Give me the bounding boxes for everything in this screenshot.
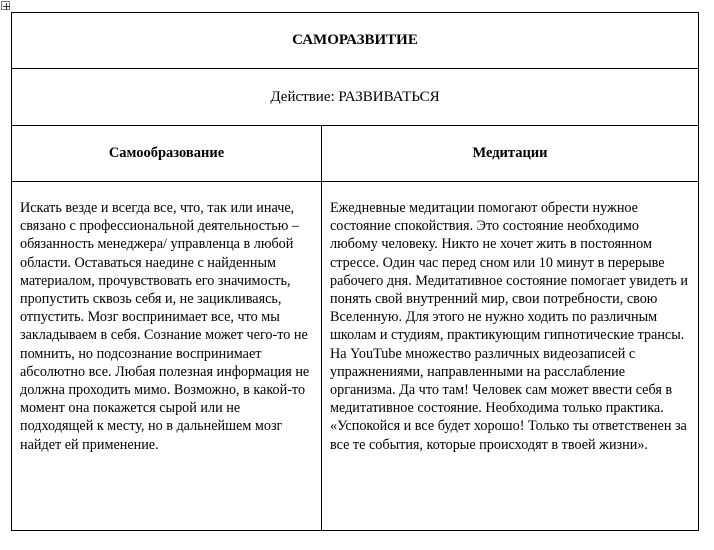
content-row <box>12 182 699 531</box>
content-text-meditation: Ежедневные медитации помогают обрести нужное состояние спокойствия. Это состояние необходимо любому человеку. Никто не хочет жить в постоянном стрессе. Один час перед сном или 10 минут в перерыве рабочего дня. Медитативное состояние помогает увидеть и понять свой внутренний мир, свои потребности, свою Вселенную. Для этого не нужно ходить по различным школам и студиям, практикующим гипнотические трансы. На YouTube множество различных видеозаписей с упражнениями, направленными на расслабление организма. Да что там! Человек сам может ввести себя в медитативное состояние. Необходима только практика. «Успокойся и все будет хорошо! Только ты ответственен за все те события, которые происходят в твоей жизни». <box>330 200 688 453</box>
action-text: Действие: РАЗВИВАТЬСЯ <box>270 88 440 105</box>
document-table <box>11 12 699 531</box>
action-row <box>12 69 699 126</box>
title-row <box>12 13 699 69</box>
table-move-handle-icon[interactable] <box>1 1 10 10</box>
column-header-cell-meditation[interactable] <box>322 126 699 182</box>
column-header-self-education: Самообразование <box>108 145 225 161</box>
action-cell[interactable] <box>12 69 699 126</box>
column-header-meditation: Медитации <box>472 145 548 161</box>
content-text-self-education: Искать везде и всегда все, что, так или иначе, связано с профессиональной деятельностью – обязанность менеджера/ управленца в любой области. Оставаться наедине с найденным материалом, прочувствовать его значимость, пропустить сквозь себя и, не зацикливаясь, отпустить. Мозг воспринимает все, что мы закладываем в себя. Сознание может чего-то не помнить, но подсознание воспринимает абсолютно все. Любая полезная информация не должна проходить мимо. Возможно, в какой-то момент она покажется сырой или не подходящей к месту, но в дальнейшем мозг найдет ей применение. <box>20 200 310 453</box>
header-row <box>12 126 699 182</box>
title-cell[interactable] <box>12 13 699 69</box>
column-header-cell-self-education[interactable] <box>12 126 322 182</box>
table-title: САМОРАЗВИТИЕ <box>292 32 418 48</box>
content-cell-self-education[interactable] <box>12 182 322 531</box>
content-cell-meditation[interactable] <box>322 182 699 531</box>
